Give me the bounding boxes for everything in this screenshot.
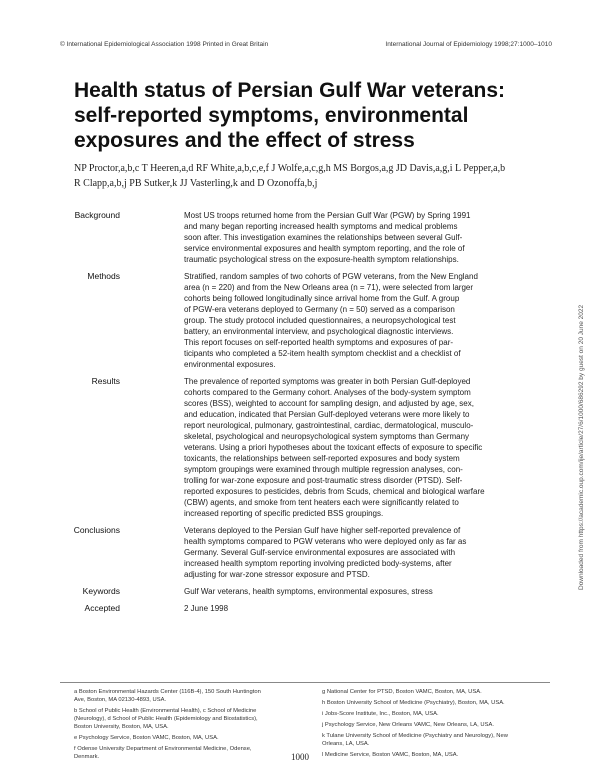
footnote-line: i Jobs-Score Institute, Inc., Boston, MA, USA. (322, 711, 439, 717)
footnote-line: Denmark. (74, 754, 100, 760)
abstract-section-label: Keywords (82, 586, 120, 596)
abstract-text-line: group. The study protocol included questionnaires, a neuropsychological test (184, 316, 456, 325)
abstract (73, 210, 568, 620)
abstract-section-background (74, 210, 568, 265)
article-title (74, 78, 554, 153)
footnote-line: Orleans, LA, USA. (322, 741, 370, 747)
abstract-section-text (184, 376, 568, 519)
abstract-text-line: The prevalence of reported symptoms was greater in both Persian Gulf-deployed (184, 377, 471, 386)
abstract-text-line: ticipants who completed a 52-item health symptom checklist and a checklist of (184, 349, 461, 358)
abstract-text-line: Stratified, random samples of two cohorts of PGW veterans, from the New England (184, 272, 478, 281)
abstract-text-line: traumatic psychological stress on the exposure-health symptom relationships. (184, 255, 459, 264)
abstract-text-line: Gulf War veterans, health symptoms, environmental exposures, stress (184, 587, 433, 596)
footnote-line: Ave, Boston, MA 02130-4893, USA. (74, 697, 167, 703)
abstract-text-line: symptom groupings were examined through multiple regression analyses, con- (184, 465, 463, 474)
abstract-text-line: increased reporting of specific predicted BSS groupings. (184, 509, 384, 518)
abstract-section-methods (87, 271, 568, 370)
footnote-line: h Boston University School of Medicine (Psychiatry), Boston, MA, USA. (322, 700, 505, 706)
abstract-text-line: health symptoms compared to PGW veterans who were deployed only as far as (184, 537, 467, 546)
footnote-line: e Psychology Service, Boston VAMC, Boston, MA, USA. (74, 735, 219, 741)
download-watermark-text: Downloaded from https://academic.oup.com/ije/article/27/6/1000/686292 by guest on 20 June 2022 (578, 304, 585, 590)
abstract-text-line: This report focuses on self-reported health symptoms and exposures of par- (184, 338, 454, 347)
footnote-divider (60, 682, 550, 683)
abstract-text-line: Germany. Several Gulf-service environmental exposures are associated with (184, 548, 456, 557)
abstract-section-keywords (82, 586, 568, 597)
abstract-text-line: Most US troops returned home from the Persian Gulf War (PGW) by Spring 1991 (184, 211, 471, 220)
abstract-text-line: reported exposures to pesticides, debris from Scuds, chemical and biological warfare (184, 487, 485, 496)
page-number: 1000 (291, 752, 309, 762)
abstract-text-line: cohorts being followed longitudinally since arrival home from the Gulf. A group (184, 294, 460, 303)
abstract-text-line: Veterans deployed to the Persian Gulf have higher self-reported prevalence of (184, 526, 461, 535)
abstract-text-line: (CBW) agents, and smoke from tent heaters each were significantly related to (184, 498, 459, 507)
author-line: R Clapp,a,b,j PB Sutker,k JJ Vasterling,k and D Ozonoffa,b,j (74, 178, 318, 189)
abstract-text-line: soon after. This investigation examines the relationships between several Gulf- (184, 233, 463, 242)
footnote-line: l Medicine Service, Boston VAMC, Boston, MA, USA. (322, 752, 459, 758)
abstract-text-line: scores (BSS), weighted to account for sampling design, and adjusted by age, sex, (184, 399, 474, 408)
abstract-section-label: Results (91, 376, 120, 386)
author-list (74, 161, 554, 191)
abstract-section-text (184, 271, 568, 370)
abstract-text-line: service environmental exposures and health symptom reporting, and the role of (184, 244, 465, 253)
author-line: NP Proctor,a,b,c T Heeren,a,d RF White,a,b,c,e,f J Wolfe,a,c,g,h MS Borgos,a,g JD Davis,a,g,i L Pepper,a,b (74, 163, 506, 174)
abstract-text-line: trolling for war-zone exposure and post-traumatic stress disorder (PTSD). Self- (184, 476, 463, 485)
abstract-text-line: cohorts compared to the Germany cohort. Analyses of the body-system symptom (184, 388, 471, 397)
abstract-section-label: Background (74, 210, 120, 220)
abstract-text-line: and many began reporting increased health symptoms and medical problems (184, 222, 458, 231)
abstract-section-results (91, 376, 568, 519)
journal-copyright: © International Epidemiological Association 1998 Printed in Great Britain (60, 41, 269, 48)
abstract-text-line: adjusting for war-zone stressor exposure and PTSD. (184, 570, 370, 579)
download-watermark (578, 230, 588, 590)
footnote-line: f Odense University Department of Environmental Medicine, Odense, (74, 746, 252, 752)
abstract-text-line: area (n = 220) and from the New Orleans area (n = 71), were selected from larger (184, 283, 474, 292)
abstract-text-line: report neurological, pulmonary, gastrointestinal, cardiac, dermatological, musculo- (184, 421, 474, 430)
footnotes-right-column (322, 688, 562, 762)
title-line: self-reported symptoms, environmental (74, 104, 469, 127)
abstract-section-text (184, 525, 568, 580)
footnote-line: g National Center for PTSD, Boston VAMC, Boston, MA, USA. (322, 689, 482, 695)
footnote-line: b School of Public Health (Environmental Health), c School of Medicine (74, 708, 257, 714)
title-line: exposures and the effect of stress (74, 129, 415, 152)
abstract-section-label: Conclusions (73, 525, 120, 535)
footnote-line: k Tulane University School of Medicine (Psychiatry and Neurology), New (322, 733, 508, 739)
footnote-line: j Psychology Service, New Orleans VAMC, New Orleans, LA, USA. (322, 722, 494, 728)
title-line: Health status of Persian Gulf War veterans: (74, 79, 506, 102)
abstract-text-line: increased health symptom reporting involving predicted body-systems, after (184, 559, 452, 568)
abstract-text-line: 2 June 1998 (184, 604, 229, 613)
abstract-section-accepted (84, 603, 568, 614)
journal-citation: International Journal of Epidemiology 1998;27:1000–1010 (385, 41, 552, 48)
abstract-section-text (184, 603, 568, 614)
footnote-line: Boston University, Boston, MA, USA. (74, 724, 169, 730)
abstract-section-label: Methods (87, 271, 120, 281)
abstract-section-label: Accepted (84, 603, 120, 613)
abstract-text-line: battery, an environmental interview, and psychological diagnostic interviews. (184, 327, 454, 336)
abstract-section-text (184, 586, 568, 597)
abstract-text-line: and education, indicated that Persian Gulf-deployed veterans were more likely to (184, 410, 470, 419)
abstract-text-line: of PGW-era veterans deployed to Germany (n = 50) served as a comparison (184, 305, 455, 314)
abstract-text-line: veterans. Using a priori hypotheses about the toxicant effects of exposure to specific (184, 443, 483, 452)
footnote-line: (Neurology), d School of Public Health (Epidemiology and Biostatistics), (74, 716, 258, 722)
footnote-line: a Boston Environmental Hazards Center (116B-4), 150 South Huntington (74, 689, 261, 695)
abstract-text-line: environmental exposures. (184, 360, 276, 369)
abstract-section-text (184, 210, 568, 265)
abstract-text-line: skeletal, psychological and neuropsychological system symptoms than Germany (184, 432, 470, 441)
abstract-text-line: toxicants, the relationships between self-reported exposures and body system (184, 454, 460, 463)
abstract-section-conclusions (73, 525, 568, 580)
